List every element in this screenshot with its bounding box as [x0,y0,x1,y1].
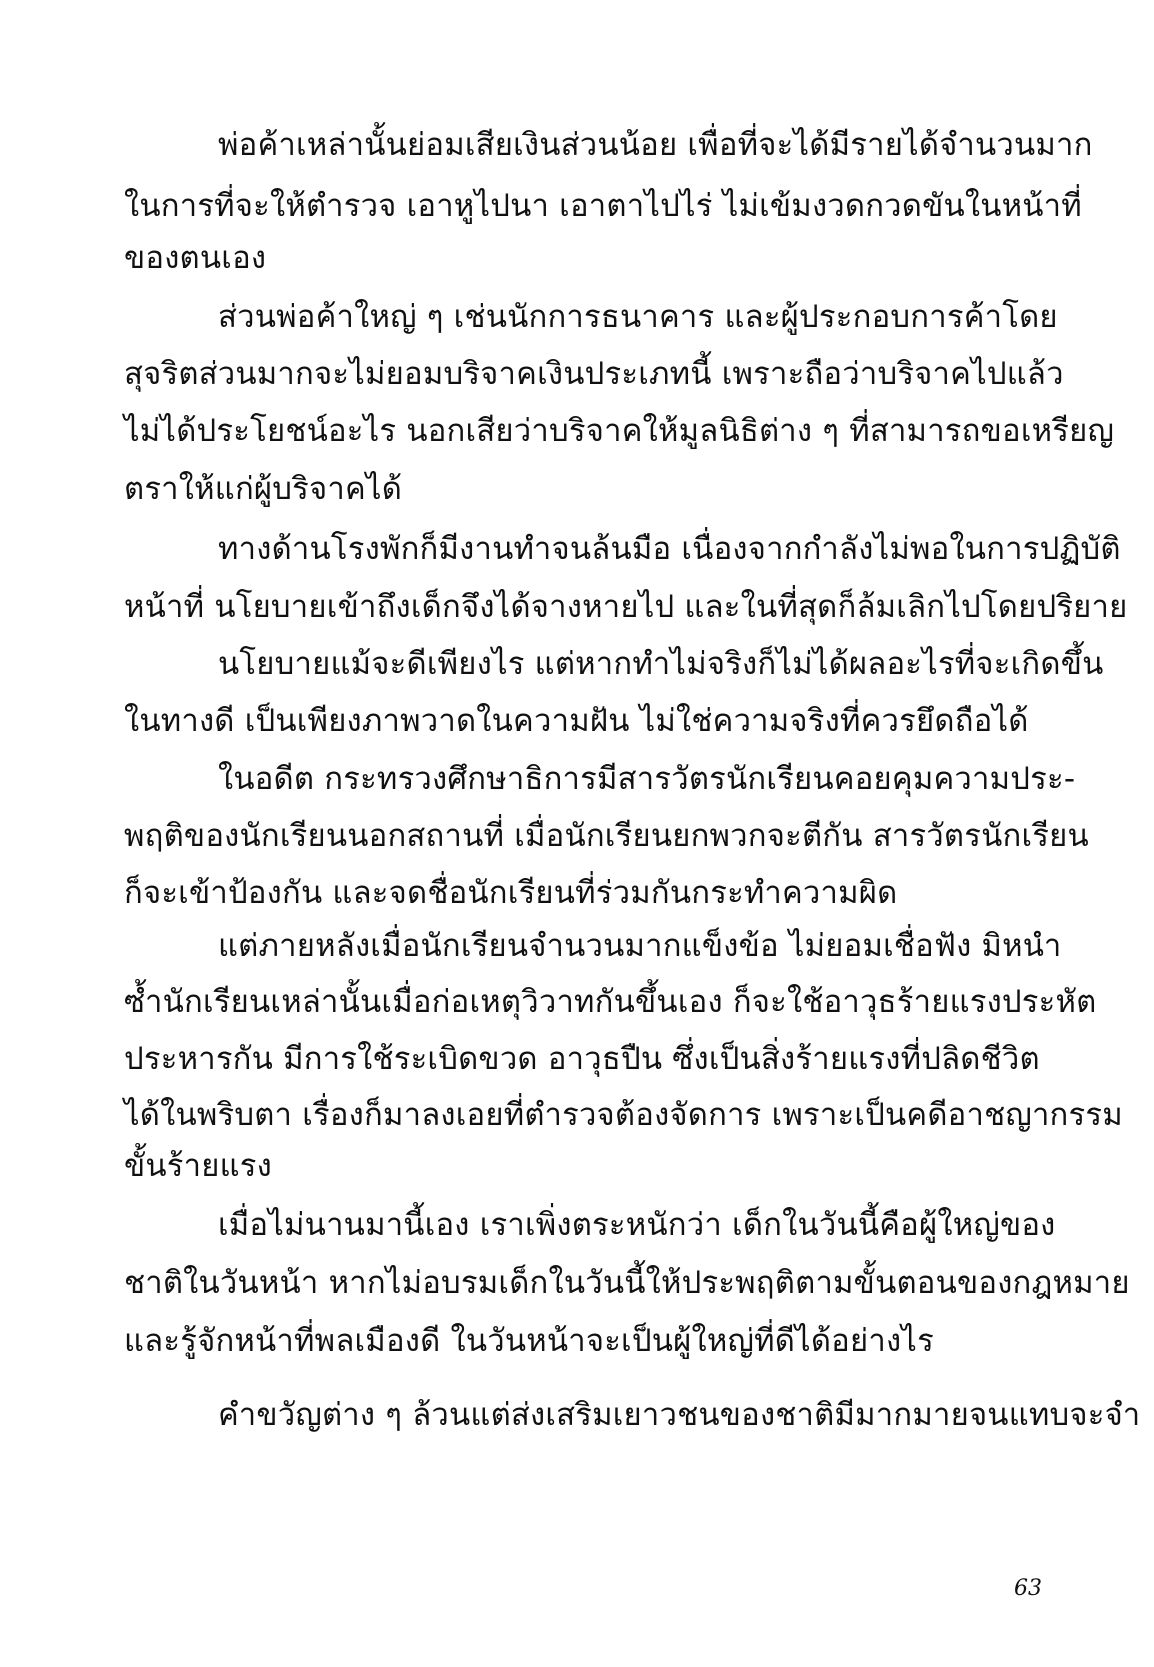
text-line: ซ้ำนักเรียนเหล่านั้นเมื่อก่อเหตุวิวาทกันขึ้นเอง ก็จะใช้อาวุธร้ายแรงประหัต [124,984,1097,1020]
text-line: พ่อค้าเหล่านั้นย่อมเสียเงินส่วนน้อย เพื่อที่จะได้มีรายได้จำนวนมาก [218,127,1093,163]
text-line: นโยบายแม้จะดีเพียงไร แต่หากทำไม่จริงก็ไม่ได้ผลอะไรที่จะเกิดขึ้น [218,646,1104,682]
text-line: ชาติในวันหน้า หากไม่อบรมเด็กในวันนี้ให้ประพฤติตามขั้นตอนของกฎหมาย [124,1265,1130,1301]
text-line: ในการที่จะให้ตำรวจ เอาหูไปนา เอาตาไปไร่ ไม่เข้มงวดกวดขันในหน้าที่ [124,188,1082,224]
text-line: เมื่อไม่นานมานี้เอง เราเพิ่งตระหนักว่า เด็กในวันนี้คือผู้ใหญ่ของ [218,1207,1056,1243]
text-line: ขั้นร้ายแรง [124,1148,272,1184]
text-line: คำขวัญต่าง ๆ ล้วนแต่ส่งเสริมเยาวชนของชาติมีมากมายจนแทบจะจำ [218,1397,1141,1433]
text-line: ไม่ได้ประโยชน์อะไร นอกเสียว่าบริจาคให้มูลนิธิต่าง ๆ ที่สามารถขอเหรียญ [124,413,1115,449]
text-line: ก็จะเข้าป้องกัน และจดชื่อนักเรียนที่ร่วมกันกระทำความผิด [124,875,898,911]
page-number: 63 [1014,1576,1042,1601]
text-line: พฤติของนักเรียนนอกสถานที่ เมื่อนักเรียนยกพวกจะตีกัน สารวัตรนักเรียน [124,818,1089,854]
text-line: ทางด้านโรงพักก็มีงานทำจนล้นมือ เนื่องจากกำลังไม่พอในการปฏิบัติ [218,531,1121,567]
text-line: หน้าที่ นโยบายเข้าถึงเด็กจึงได้จางหายไป และในที่สุดก็ล้มเลิกไปโดยปริยาย [124,589,1128,625]
text-line: และรู้จักหน้าที่พลเมืองดี ในวันหน้าจะเป็นผู้ใหญ่ที่ดีได้อย่างไร [124,1323,934,1359]
text-line: ในอดีต กระทรวงศึกษาธิการมีสารวัตรนักเรียนคอยคุมความประ- [218,761,1076,797]
text-line: ในทางดี เป็นเพียงภาพวาดในความฝัน ไม่ใช่ความจริงที่ควรยึดถือได้ [124,703,1029,739]
text-line: ประหารกัน มีการใช้ระเบิดขวด อาวุธปืน ซึ่งเป็นสิ่งร้ายแรงที่ปลิดชีวิต [124,1041,1040,1077]
text-line: ของตนเอง [124,240,267,276]
text-line: แต่ภายหลังเมื่อนักเรียนจำนวนมากแข็งข้อ ไม่ยอมเชื่อฟัง มิหนำ [218,928,1062,964]
text-line: สุจริตส่วนมากจะไม่ยอมบริจาคเงินประเภทนี้ เพราะถือว่าบริจาคไปแล้ว [124,356,1064,392]
text-line: ตราให้แก่ผู้บริจาคได้ [124,471,403,507]
text-line: ได้ในพริบตา เรื่องก็มาลงเอยที่ตำรวจต้องจัดการ เพราะเป็นคดีอาชญากรรม [124,1097,1123,1133]
text-line: ส่วนพ่อค้าใหญ่ ๆ เช่นนักการธนาคาร และผู้ประกอบการค้าโดย [218,299,1058,335]
